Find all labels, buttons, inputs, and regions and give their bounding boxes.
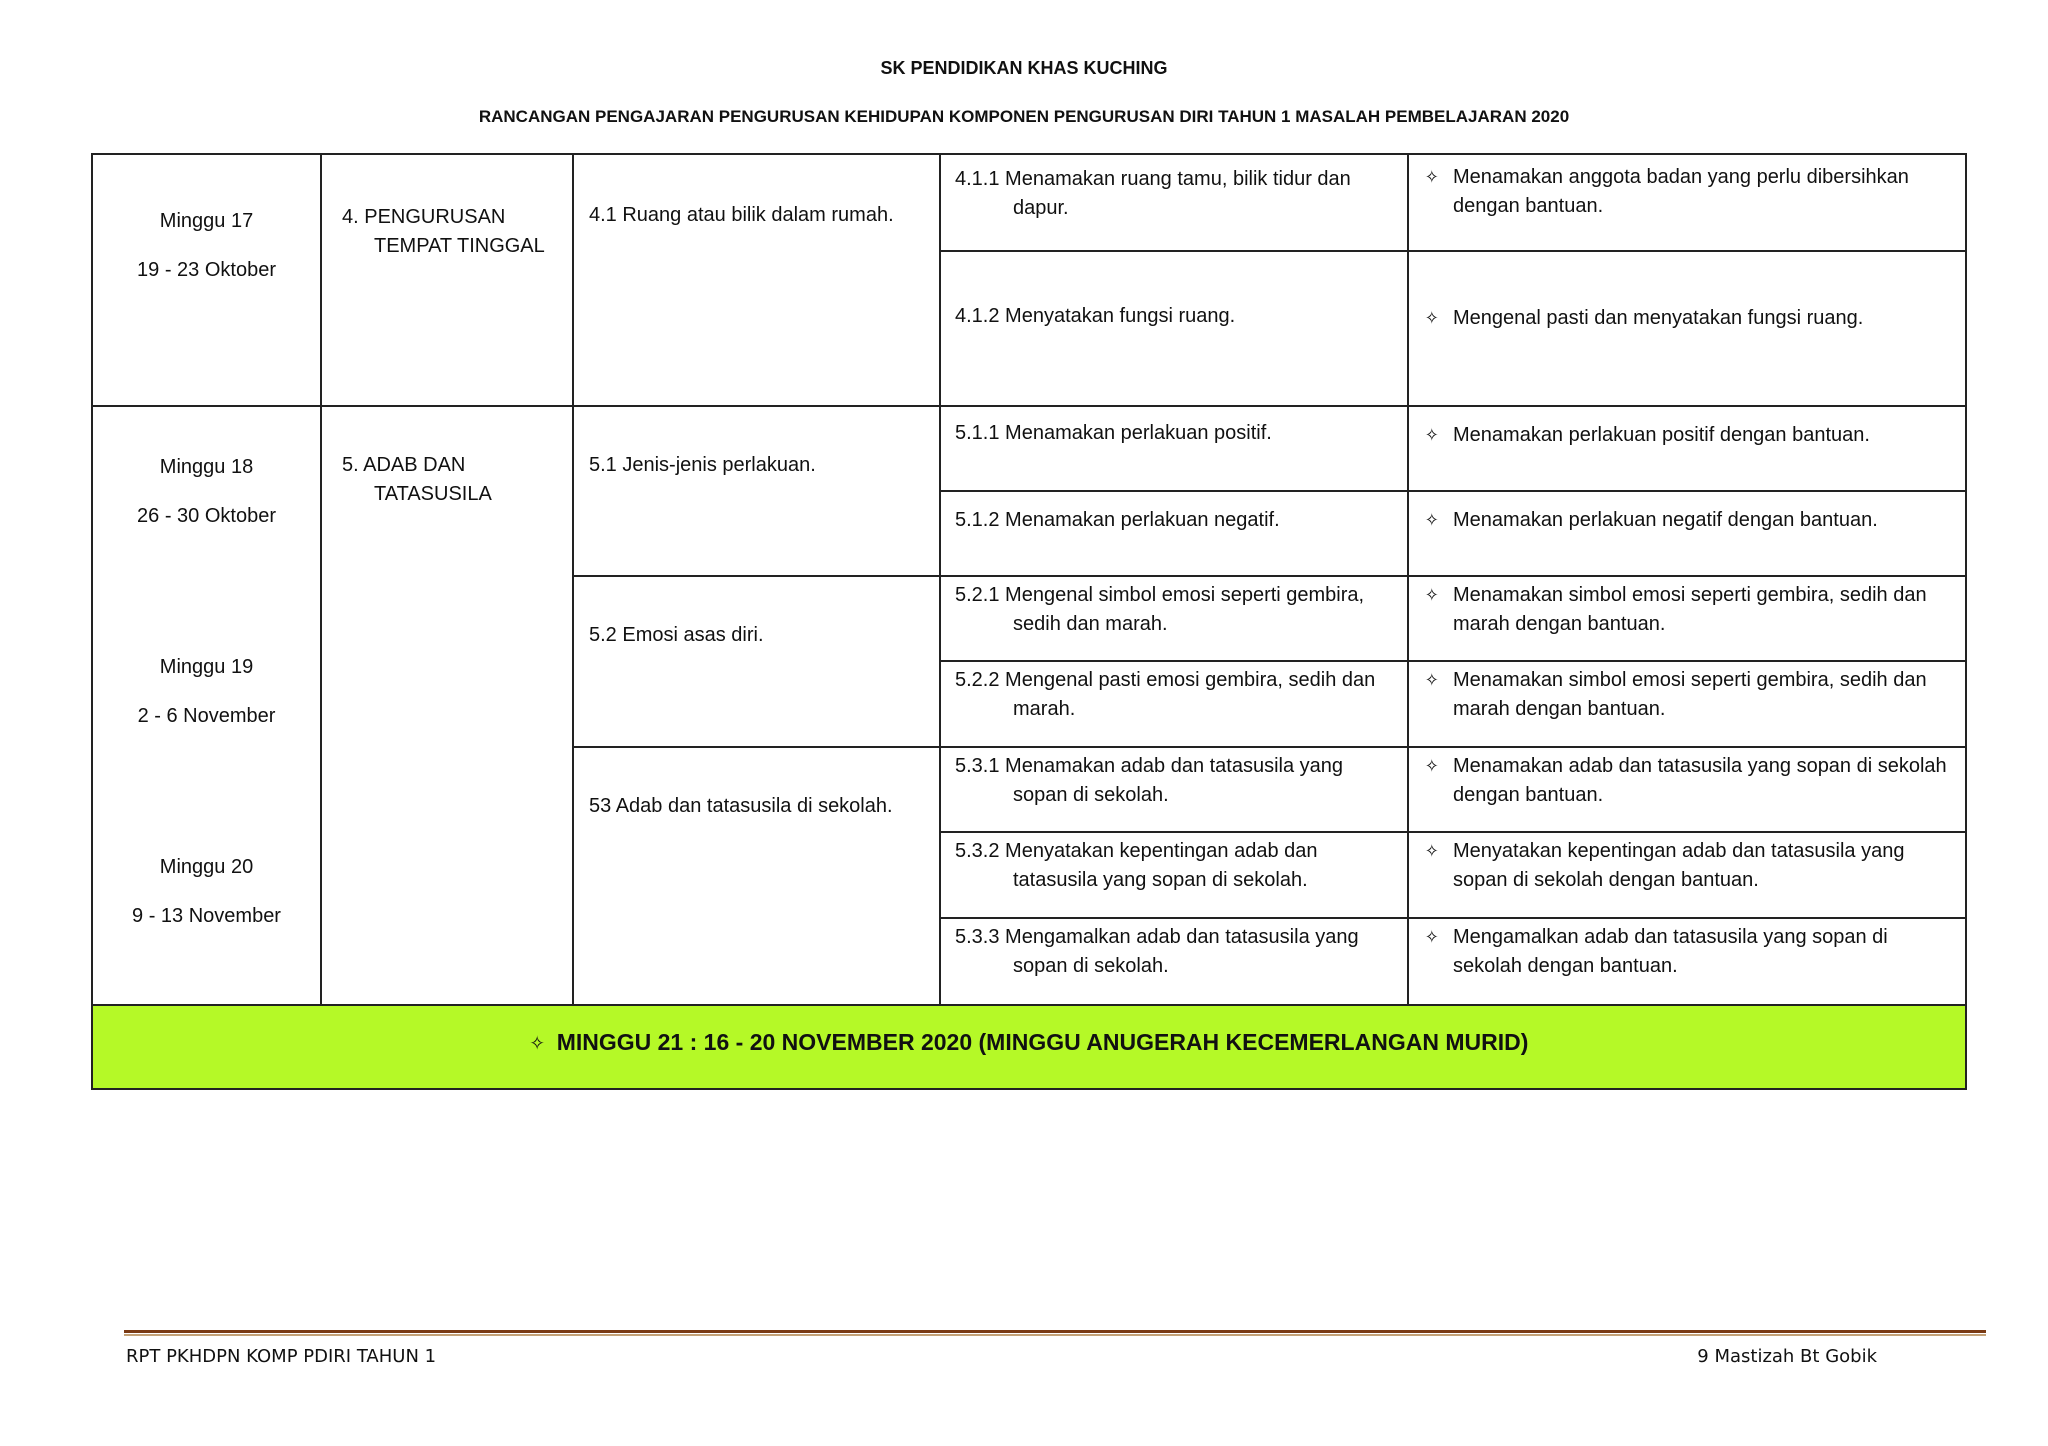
objective-label — [1423, 837, 1955, 895]
week-entry — [93, 453, 320, 531]
week-date: 26 - 30 Oktober — [137, 505, 276, 527]
theme-cell — [321, 154, 573, 406]
theme-label — [342, 451, 492, 509]
diamond-bullet-icon: ✧ — [1425, 927, 1439, 947]
theme-label — [342, 203, 545, 261]
week-entry — [93, 207, 320, 285]
objective-label — [1423, 752, 1955, 810]
topic-cell — [573, 576, 940, 747]
standard-line: 4.1.1 Menamakan ruang tamu, bilik tidur dan — [955, 168, 1351, 190]
theme-line: TATASUSILA — [374, 483, 492, 505]
objective-line: Menamakan perlakuan negatif dengan bantuan. — [1453, 509, 1878, 531]
objective-cell — [1408, 661, 1966, 747]
objective-line: Menamakan perlakuan positif dengan bantuan. — [1453, 424, 1870, 446]
objective-line: Menamakan adab dan tatasusila yang sopan di sekolah — [1453, 755, 1947, 777]
diamond-bullet-icon: ✧ — [1425, 510, 1439, 530]
standard-cell — [940, 661, 1408, 747]
week-cell — [92, 154, 321, 406]
diamond-bullet-icon: ✧ — [1425, 167, 1439, 187]
highlight-label: MINGGU 21 : 16 - 20 NOVEMBER 2020 (MINGGU ANUGERAH KECEMERLANGAN MURID) — [556, 1029, 1529, 1055]
week-name: Minggu 19 — [159, 656, 254, 678]
objective-cell — [1408, 406, 1966, 491]
topic-label: 5.1 Jenis-jenis perlakuan. — [589, 454, 816, 476]
topic-cell — [573, 154, 940, 406]
objective-line: dengan bantuan. — [1453, 195, 1604, 217]
objective-label — [1423, 421, 1955, 450]
standard-line: 5.3.3 Mengamalkan adab dan tatasusila yang — [955, 926, 1359, 948]
objective-line: sopan di sekolah dengan bantuan. — [1453, 869, 1759, 891]
standard-line: 5.1.2 Menamakan perlakuan negatif. — [955, 509, 1280, 531]
topic-cell — [573, 747, 940, 1005]
theme-line: 5. ADAB DAN — [342, 454, 466, 476]
standard-label — [955, 837, 1397, 895]
footer-divider — [124, 1330, 1986, 1336]
objective-label — [1423, 581, 1955, 639]
standard-line: 5.2.2 Mengenal pasti emosi gembira, sedih dan — [955, 669, 1376, 691]
theme-line: 4. PENGURUSAN — [342, 206, 506, 228]
objective-label — [1423, 304, 1955, 333]
diamond-bullet-icon: ✧ — [1425, 756, 1439, 776]
objective-cell — [1408, 154, 1966, 251]
standard-cell — [940, 747, 1408, 832]
table-row — [92, 154, 1966, 251]
week-cell — [92, 406, 321, 1005]
diamond-bullet-icon: ✧ — [529, 1033, 545, 1055]
standard-label — [955, 752, 1397, 810]
theme-cell — [321, 406, 573, 1005]
standard-label — [955, 923, 1397, 981]
standard-cell — [940, 406, 1408, 491]
topic-label: 5.2 Emosi asas diri. — [589, 624, 764, 646]
week-date: 2 - 6 November — [137, 705, 276, 727]
standard-line: sedih dan marah. — [1013, 613, 1168, 635]
week-entry — [93, 853, 320, 931]
diamond-bullet-icon: ✧ — [1425, 670, 1439, 690]
footer-page-author: 9 Mastizah Bt Gobik — [1697, 1346, 1877, 1367]
highlight-cell — [92, 1005, 1966, 1089]
topic-label: 4.1 Ruang atau bilik dalam rumah. — [589, 204, 894, 226]
plan-title: RANCANGAN PENGAJARAN PENGURUSAN KEHIDUPAN KOMPONEN PENGURUSAN DIRI TAHUN 1 MASALAH PEMBELAJARAN 2020 — [478, 107, 1570, 126]
objective-line: Menamakan anggota badan yang perlu dibersihkan — [1453, 166, 1909, 188]
objective-line: marah dengan bantuan. — [1453, 698, 1666, 720]
standard-line: 5.1.1 Menamakan perlakuan positif. — [955, 422, 1272, 444]
standard-line: sopan di sekolah. — [1013, 784, 1169, 806]
objective-line: Mengenal pasti dan menyatakan fungsi ruang. — [1453, 307, 1864, 329]
objective-label — [1423, 163, 1955, 221]
standard-cell — [940, 251, 1408, 406]
objective-line: marah dengan bantuan. — [1453, 613, 1666, 635]
objective-line: Mengamalkan adab dan tatasusila yang sopan di — [1453, 926, 1888, 948]
standard-label — [955, 506, 1397, 535]
objective-cell — [1408, 747, 1966, 832]
objective-cell — [1408, 491, 1966, 576]
topic-label: 53 Adab dan tatasusila di sekolah. — [589, 795, 893, 817]
week-name: Minggu 18 — [159, 456, 254, 478]
table-row — [92, 406, 1966, 491]
standard-cell — [940, 832, 1408, 918]
highlight-banner — [105, 1006, 1953, 1059]
week-date: 19 - 23 Oktober — [137, 259, 276, 281]
standard-line: marah. — [1013, 698, 1076, 720]
footer-document-code: RPT PKHDPN KOMP PDIRI TAHUN 1 — [126, 1346, 437, 1367]
diamond-bullet-icon: ✧ — [1425, 425, 1439, 445]
standard-label — [955, 581, 1397, 639]
standard-label — [955, 666, 1397, 724]
objective-label — [1423, 666, 1955, 724]
standard-line: tatasusila yang sopan di sekolah. — [1013, 869, 1308, 891]
week-date: 9 - 13 November — [132, 905, 281, 927]
objective-line: Menamakan simbol emosi seperti gembira, sedih dan — [1453, 584, 1927, 606]
standard-line: 5.2.1 Mengenal simbol emosi seperti gembira, — [955, 584, 1365, 606]
standard-line: 5.3.2 Menyatakan kepentingan adab dan — [955, 840, 1318, 862]
objective-line: Menamakan simbol emosi seperti gembira, sedih dan — [1453, 669, 1927, 691]
theme-line: TEMPAT TINGGAL — [374, 235, 545, 257]
diamond-bullet-icon: ✧ — [1425, 841, 1439, 861]
standard-line: 4.1.2 Menyatakan fungsi ruang. — [955, 305, 1236, 327]
week-name: Minggu 20 — [159, 856, 254, 878]
standard-line: sopan di sekolah. — [1013, 955, 1169, 977]
diamond-bullet-icon: ✧ — [1425, 308, 1439, 328]
standard-cell — [940, 576, 1408, 661]
standard-label — [955, 419, 1397, 448]
objective-label — [1423, 923, 1955, 981]
standard-line: dapur. — [1013, 197, 1069, 219]
standard-cell — [940, 918, 1408, 1005]
week-entry — [93, 653, 320, 731]
objective-label — [1423, 506, 1955, 535]
diamond-bullet-icon: ✧ — [1425, 585, 1439, 605]
objective-cell — [1408, 576, 1966, 661]
objective-line: dengan bantuan. — [1453, 784, 1604, 806]
objective-line: Menyatakan kepentingan adab dan tatasusila yang — [1453, 840, 1905, 862]
standard-cell — [940, 491, 1408, 576]
week-name: Minggu 17 — [159, 210, 254, 232]
standard-label — [955, 302, 1397, 331]
objective-cell — [1408, 918, 1966, 1005]
lesson-plan-table — [91, 153, 1967, 1090]
objective-cell — [1408, 251, 1966, 406]
standard-line: 5.3.1 Menamakan adab dan tatasusila yang — [955, 755, 1344, 777]
objective-cell — [1408, 832, 1966, 918]
topic-cell — [573, 406, 940, 576]
standard-label — [955, 165, 1397, 223]
highlight-row — [92, 1005, 1966, 1089]
standard-cell — [940, 154, 1408, 251]
school-name: SK PENDIDIKAN KHAS KUCHING — [880, 58, 1168, 78]
objective-line: sekolah dengan bantuan. — [1453, 955, 1678, 977]
